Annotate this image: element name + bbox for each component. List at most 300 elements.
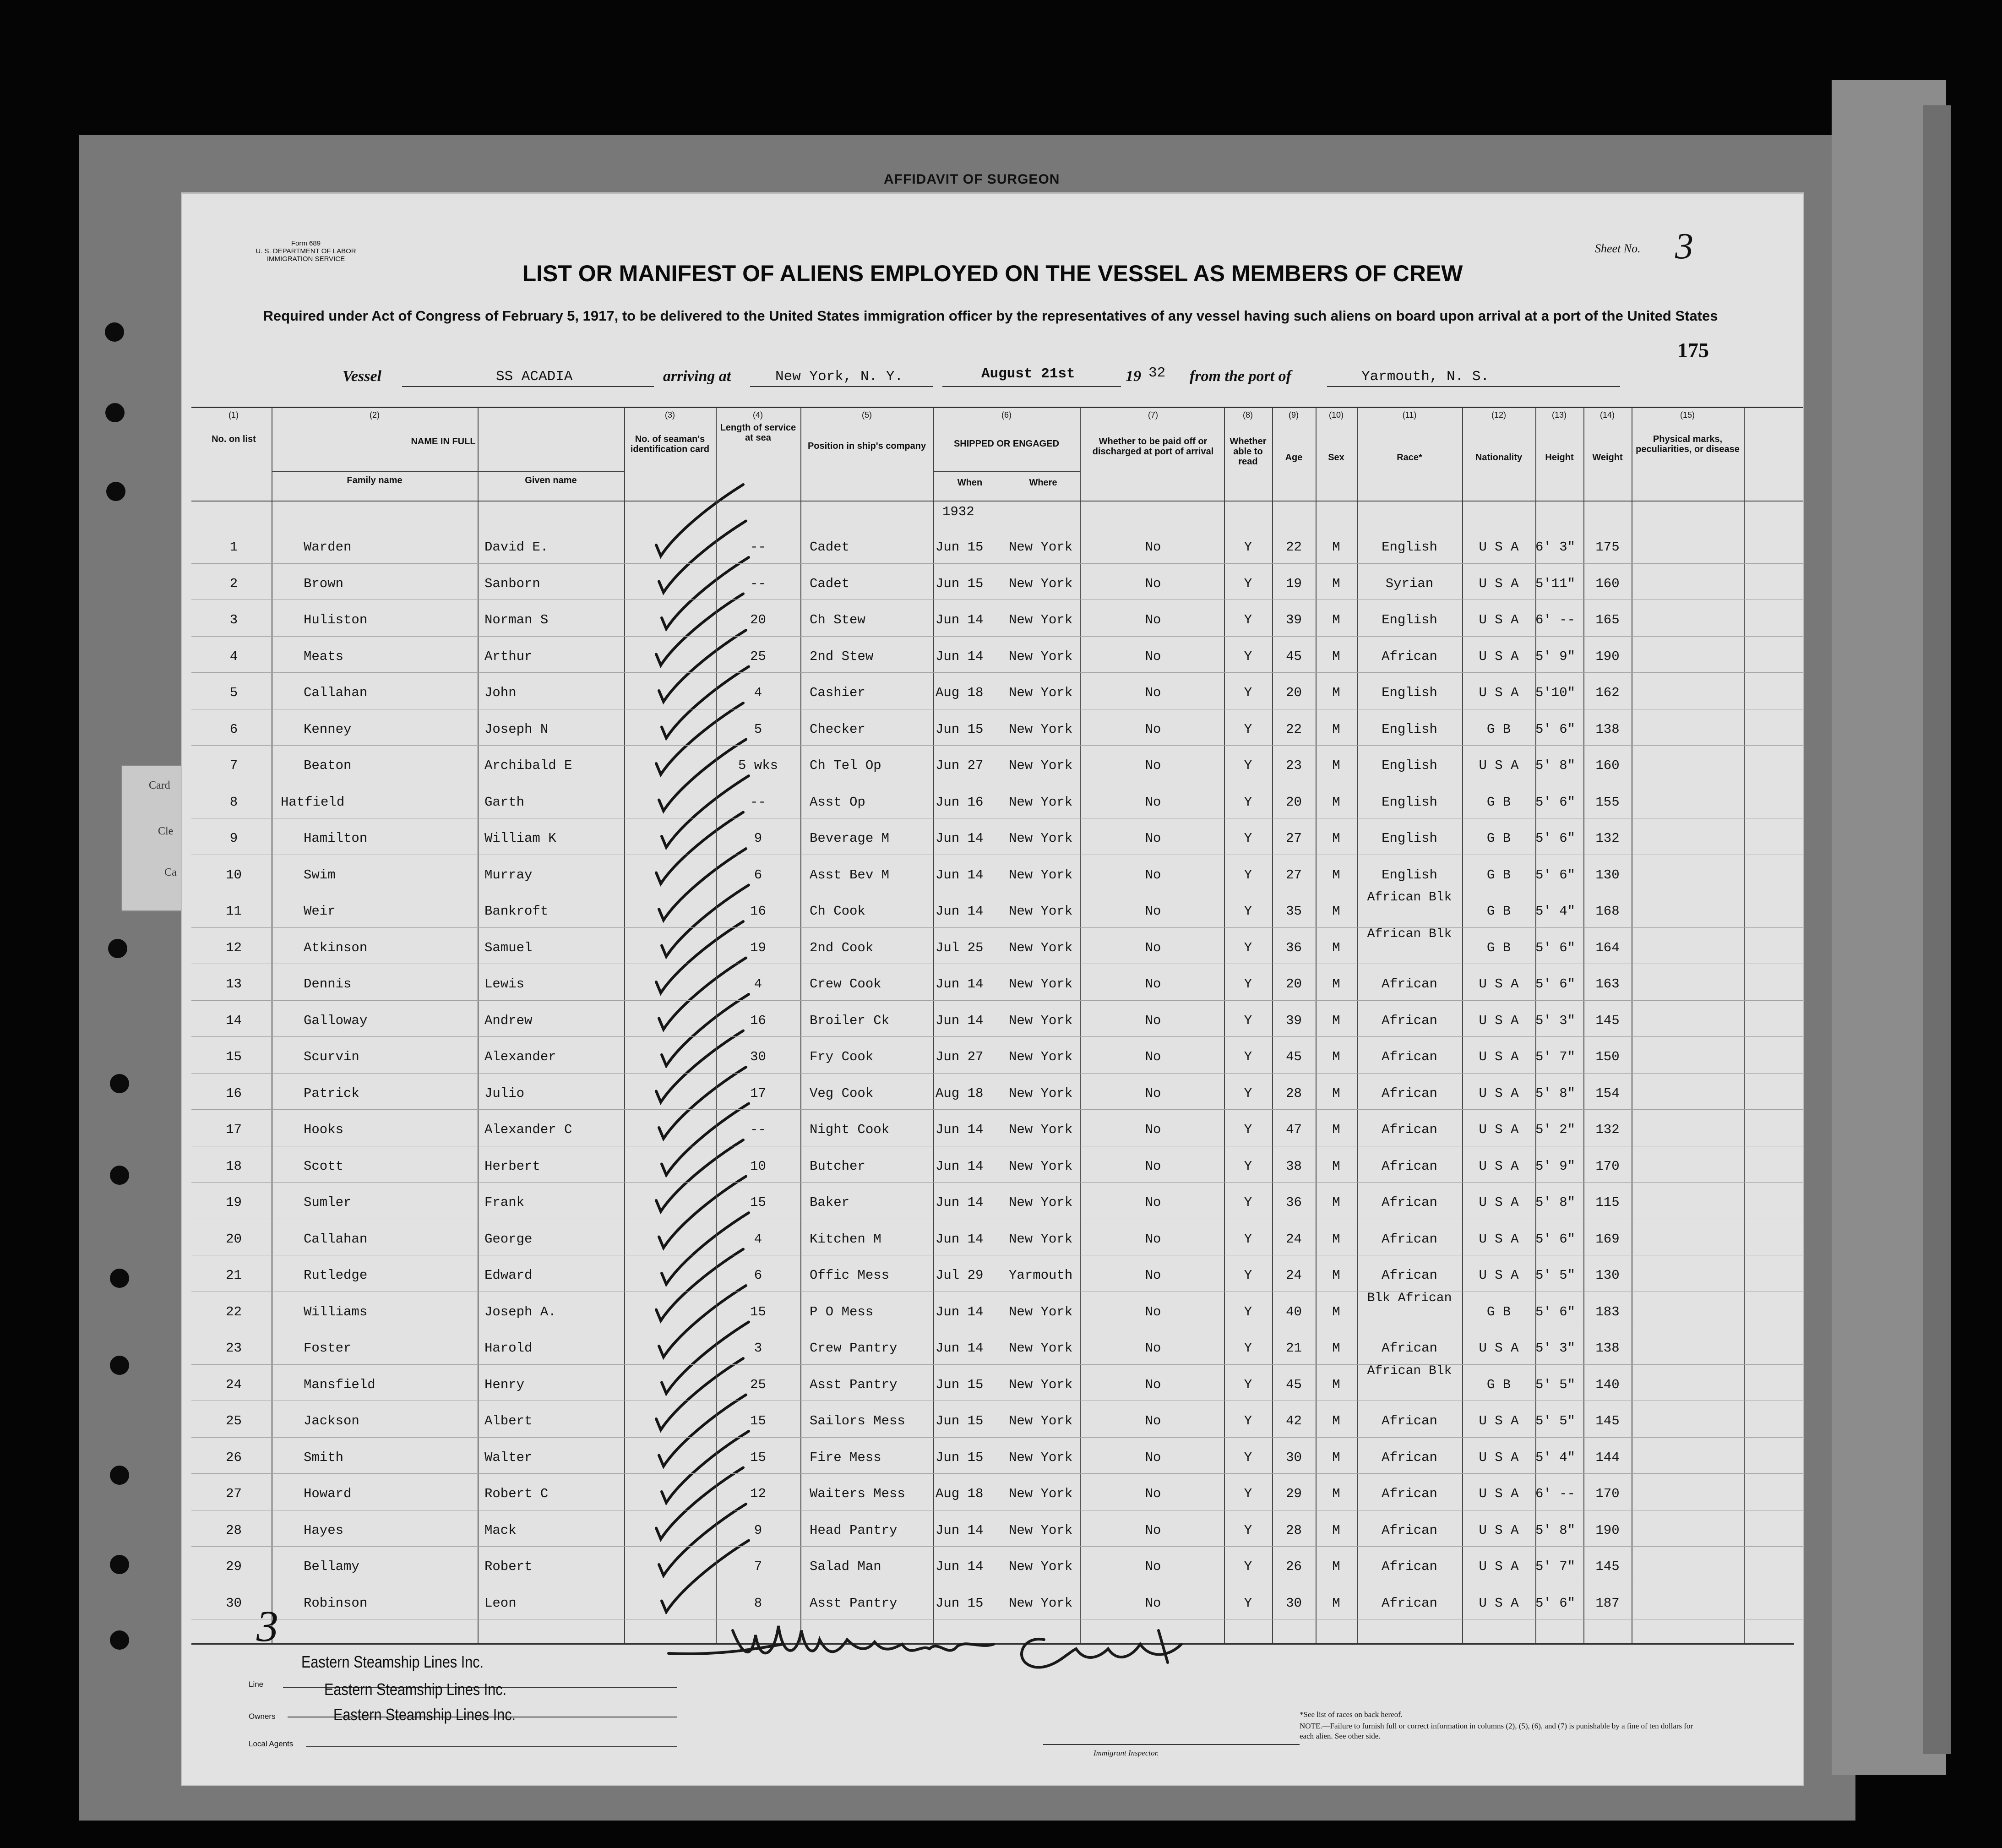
row-number: 21 xyxy=(226,1268,242,1283)
sex-cell: M xyxy=(1332,721,1340,737)
able-to-read-cell: Y xyxy=(1244,1522,1252,1538)
nationality-cell: G B xyxy=(1486,940,1511,955)
able-to-read-cell: Y xyxy=(1244,1341,1252,1356)
position-cell: Fire Mess xyxy=(810,1450,881,1465)
race-cell: African xyxy=(1382,1413,1437,1428)
service-length-cell: 3 xyxy=(754,1341,762,1356)
race-cell: African xyxy=(1382,1195,1437,1210)
column-number: (11) xyxy=(1402,410,1417,420)
race-cell: English xyxy=(1382,758,1437,773)
nationality-cell: U S A xyxy=(1479,1013,1519,1028)
paid-off-cell: No xyxy=(1145,1158,1161,1174)
weight-cell: 145 xyxy=(1595,1559,1620,1574)
paid-off-cell: No xyxy=(1145,612,1161,627)
row-rule xyxy=(191,1473,1803,1474)
paid-off-cell: No xyxy=(1145,1231,1161,1247)
penalty-note: NOTE.—Failure to furnish full or correct information in columns (2), (5), (6), and (7) is punishable by a fine of ten dollars for each alien. See other side. xyxy=(1300,1722,1693,1740)
sex-cell: M xyxy=(1332,1049,1340,1064)
age-cell: 24 xyxy=(1286,1231,1302,1247)
service-length-cell: 15 xyxy=(750,1413,766,1428)
agents-underline xyxy=(306,1746,677,1747)
able-to-read-cell: Y xyxy=(1244,831,1252,846)
paid-off-cell: No xyxy=(1145,867,1161,883)
age-cell: 45 xyxy=(1286,649,1302,664)
column-number: (14) xyxy=(1599,410,1615,420)
sex-cell: M xyxy=(1332,649,1340,664)
sex-cell: M xyxy=(1332,1559,1340,1574)
given-name-cell: Herbert xyxy=(484,1158,540,1174)
able-to-read-cell: Y xyxy=(1244,685,1252,700)
header-family-name: Family name xyxy=(347,475,403,485)
paid-off-cell: No xyxy=(1145,1413,1161,1428)
paid-off-cell: No xyxy=(1145,721,1161,737)
able-to-read-cell: Y xyxy=(1244,1268,1252,1283)
height-cell: 5' 7" xyxy=(1535,1049,1576,1064)
sex-cell: M xyxy=(1332,867,1340,883)
header-height: Height xyxy=(1545,452,1574,463)
sex-cell: M xyxy=(1332,1195,1340,1210)
family-name-cell: Meats xyxy=(304,649,344,664)
weight-cell: 168 xyxy=(1595,904,1620,919)
given-name-cell: Samuel xyxy=(484,940,533,955)
column-rule xyxy=(933,407,934,1643)
nationality-cell: G B xyxy=(1486,904,1511,919)
sex-cell: M xyxy=(1332,1158,1340,1174)
header-name-in-full: NAME IN FULL xyxy=(411,436,476,447)
shipped-where-cell: New York xyxy=(1009,1013,1073,1028)
binder-hole xyxy=(110,1166,129,1185)
column-number: (5) xyxy=(862,410,872,420)
weight-cell: 130 xyxy=(1595,867,1620,883)
service-length-cell: 12 xyxy=(750,1486,766,1501)
able-to-read-cell: Y xyxy=(1244,1158,1252,1174)
service-length-cell: 20 xyxy=(750,612,766,627)
race-cell: English xyxy=(1382,685,1437,700)
given-name-cell: Edward xyxy=(484,1268,533,1283)
given-name-cell: Andrew xyxy=(484,1013,533,1028)
year-suffix: 32 xyxy=(1148,365,1166,381)
weight-cell: 154 xyxy=(1595,1085,1620,1101)
family-name-cell: Galloway xyxy=(304,1013,368,1028)
age-cell: 22 xyxy=(1286,540,1302,555)
shipped-where-cell: New York xyxy=(1009,1341,1073,1356)
backing-sheet-edge-shadow xyxy=(1923,105,1951,1754)
family-name-cell: Jackson xyxy=(304,1413,359,1428)
age-cell: 40 xyxy=(1286,1304,1302,1319)
height-cell: 6' 3" xyxy=(1535,540,1576,555)
shipped-where-cell: New York xyxy=(1009,976,1073,992)
row-rule xyxy=(191,1364,1803,1365)
header-paid-off: Whether to be paid off or discharged at port of arrival xyxy=(1092,436,1214,457)
position-cell: Asst Pantry xyxy=(810,1595,898,1611)
height-cell: 5' 2" xyxy=(1535,1122,1576,1137)
family-name-cell: Bellamy xyxy=(304,1559,359,1574)
family-name-cell: Atkinson xyxy=(304,940,368,955)
shipped-where-cell: New York xyxy=(1009,685,1073,700)
stub-text: Cle xyxy=(158,825,174,837)
family-name-cell: Scott xyxy=(304,1158,344,1174)
age-cell: 26 xyxy=(1286,1559,1302,1574)
immigrant-inspector-label: Immigrant Inspector. xyxy=(1093,1749,1159,1757)
height-cell: 5' 4" xyxy=(1535,1450,1576,1465)
row-number: 5 xyxy=(229,685,238,700)
position-cell: Cashier xyxy=(810,685,865,700)
service-name: IMMIGRATION SERVICE xyxy=(267,255,345,263)
position-cell: 2nd Cook xyxy=(810,940,874,955)
paid-off-cell: No xyxy=(1145,1595,1161,1611)
sex-cell: M xyxy=(1332,1304,1340,1319)
row-number: 10 xyxy=(226,867,242,883)
shipped-when-cell: Jun 14 xyxy=(936,649,984,664)
height-cell: 5' 6" xyxy=(1535,867,1576,883)
able-to-read-cell: Y xyxy=(1244,1450,1252,1465)
position-cell: Asst Op xyxy=(810,794,865,810)
nationality-cell: U S A xyxy=(1479,976,1519,992)
shipped-when-cell: Aug 18 xyxy=(936,1486,984,1501)
year-prefix: 19 xyxy=(1126,368,1141,385)
age-cell: 23 xyxy=(1286,758,1302,773)
column-rule xyxy=(1080,407,1081,1643)
header-given-name: Given name xyxy=(525,475,577,485)
sex-cell: M xyxy=(1332,1595,1340,1611)
column-number: (7) xyxy=(1148,410,1158,420)
able-to-read-cell: Y xyxy=(1244,794,1252,810)
row-number: 13 xyxy=(226,976,242,992)
height-cell: 5' 8" xyxy=(1535,758,1576,773)
age-cell: 27 xyxy=(1286,831,1302,846)
service-length-cell: 4 xyxy=(754,976,762,992)
service-length-cell: -- xyxy=(750,540,766,555)
shipped-where-cell: New York xyxy=(1009,1450,1073,1465)
shipped-when-cell: Jun 14 xyxy=(936,1304,984,1319)
header-shipped-when: When xyxy=(957,478,983,488)
column-rule xyxy=(478,407,479,1643)
shipped-when-cell: Jun 15 xyxy=(936,540,984,555)
sex-cell: M xyxy=(1332,758,1340,773)
position-cell: Fry Cook xyxy=(810,1049,874,1064)
height-cell: 5' 4" xyxy=(1535,904,1576,919)
name-subheader-rule xyxy=(272,471,624,472)
agents-label: Local Agents xyxy=(249,1739,294,1748)
position-cell: Asst Bev M xyxy=(810,867,890,883)
binder-hole xyxy=(110,1356,129,1375)
service-length-cell: 6 xyxy=(754,1268,762,1283)
binder-hole xyxy=(110,1269,129,1288)
manifest-subtitle: Required under Act of Congress of February 5, 1917, to be delivered to the United States immigration officer by the representatives of any vessel having such aliens on board upon arrival at a port of the United States xyxy=(263,308,1718,324)
weight-cell: 138 xyxy=(1595,721,1620,737)
race-cell: African xyxy=(1382,976,1437,992)
height-cell: 5' 6" xyxy=(1535,1304,1576,1319)
nationality-cell: U S A xyxy=(1479,1486,1519,1501)
family-name-cell: Kenney xyxy=(304,721,352,737)
able-to-read-cell: Y xyxy=(1244,940,1252,955)
header-sex: Sex xyxy=(1328,452,1344,463)
header-shipped-or-engaged: SHIPPED OR ENGAGED xyxy=(953,439,1060,449)
shipped-where-cell: New York xyxy=(1009,1195,1073,1210)
manifest-sheet xyxy=(181,192,1804,1786)
family-name-cell: Robinson xyxy=(304,1595,368,1611)
weight-cell: 162 xyxy=(1595,685,1620,700)
shipped-where-cell: New York xyxy=(1009,867,1073,883)
header-race: Race* xyxy=(1397,452,1422,463)
date-underline xyxy=(942,386,1121,387)
row-number: 1 xyxy=(229,540,238,555)
position-cell: Salad Man xyxy=(810,1559,881,1574)
service-length-cell: -- xyxy=(750,1122,766,1137)
paid-off-cell: No xyxy=(1145,540,1161,555)
race-cell: African xyxy=(1382,1231,1437,1247)
position-cell: P O Mess xyxy=(810,1304,874,1319)
family-name-cell: Callahan xyxy=(304,1231,368,1247)
nationality-cell: G B xyxy=(1486,867,1511,883)
header-physical-marks: Physical marks, peculiarities, or disease xyxy=(1636,434,1740,454)
position-cell: Night Cook xyxy=(810,1122,890,1137)
nationality-cell: U S A xyxy=(1479,649,1519,664)
sex-cell: M xyxy=(1332,1341,1340,1356)
departure-port: Yarmouth, N. S. xyxy=(1361,369,1490,385)
service-length-cell: -- xyxy=(750,576,766,591)
able-to-read-cell: Y xyxy=(1244,976,1252,992)
position-cell: Beverage M xyxy=(810,831,890,846)
weight-cell: 150 xyxy=(1595,1049,1620,1064)
header-nationality: Nationality xyxy=(1475,452,1523,463)
nationality-cell: U S A xyxy=(1479,1522,1519,1538)
sex-cell: M xyxy=(1332,1377,1340,1392)
from-port-label: from the port of xyxy=(1190,368,1291,385)
column-number: (2) xyxy=(370,410,380,420)
race-cell: Blk African xyxy=(1367,1291,1452,1305)
nationality-cell: U S A xyxy=(1479,1122,1519,1137)
column-number: (13) xyxy=(1551,410,1567,420)
height-cell: 5' 8" xyxy=(1535,1522,1576,1538)
age-cell: 20 xyxy=(1286,976,1302,992)
race-cell: Syrian xyxy=(1385,576,1434,591)
shipped-when-cell: Jul 29 xyxy=(936,1268,984,1283)
paid-off-cell: No xyxy=(1145,1085,1161,1101)
height-cell: 5' 3" xyxy=(1535,1013,1576,1028)
header-bottom-rule xyxy=(191,501,1803,502)
height-cell: 5' 6" xyxy=(1535,1231,1576,1247)
paid-off-cell: No xyxy=(1145,1268,1161,1283)
department-name: U. S. DEPARTMENT OF LABOR xyxy=(256,247,356,255)
arriving-label: arriving at xyxy=(663,368,731,385)
header-position: Position in ship's company xyxy=(807,441,926,451)
weight-cell: 140 xyxy=(1595,1377,1620,1392)
weight-cell: 132 xyxy=(1595,1122,1620,1137)
vessel-line xyxy=(182,365,1803,395)
handwritten-total: 3 xyxy=(256,1602,278,1651)
age-cell: 47 xyxy=(1286,1122,1302,1137)
row-number: 22 xyxy=(226,1304,242,1319)
row-number: 30 xyxy=(226,1595,242,1611)
shipped-where-cell: New York xyxy=(1009,576,1073,591)
nationality-cell: G B xyxy=(1486,1377,1511,1392)
nationality-cell: U S A xyxy=(1479,1195,1519,1210)
given-name-cell: William K xyxy=(484,831,556,846)
shipped-where-cell: New York xyxy=(1009,612,1073,627)
position-cell: Sailors Mess xyxy=(810,1413,905,1428)
column-number: (8) xyxy=(1243,410,1253,420)
able-to-read-cell: Y xyxy=(1244,1377,1252,1392)
given-name-cell: Frank xyxy=(484,1195,525,1210)
race-cell: English xyxy=(1382,867,1437,883)
family-name-cell: Beaton xyxy=(304,758,352,773)
shipped-when-cell: Jun 15 xyxy=(936,1595,984,1611)
nationality-cell: U S A xyxy=(1479,1085,1519,1101)
weight-cell: 190 xyxy=(1595,649,1620,664)
service-length-cell: 30 xyxy=(750,1049,766,1064)
weight-cell: 187 xyxy=(1595,1595,1620,1611)
agents-company: Eastern Steamship Lines Inc. xyxy=(333,1705,516,1724)
age-cell: 28 xyxy=(1286,1085,1302,1101)
shipped-when-cell: Jun 14 xyxy=(936,831,984,846)
service-length-cell: 5 wks xyxy=(738,758,778,773)
able-to-read-cell: Y xyxy=(1244,1595,1252,1611)
shipped-when-cell: Jun 14 xyxy=(936,1231,984,1247)
nationality-cell: U S A xyxy=(1479,1341,1519,1356)
sex-cell: M xyxy=(1332,1122,1340,1137)
paid-off-cell: No xyxy=(1145,1559,1161,1574)
service-length-cell: 25 xyxy=(750,1377,766,1392)
column-number: (1) xyxy=(228,410,239,420)
nationality-cell: U S A xyxy=(1479,1595,1519,1611)
shipped-where-cell: New York xyxy=(1009,1522,1073,1538)
weight-cell: 175 xyxy=(1595,540,1620,555)
sex-cell: M xyxy=(1332,976,1340,992)
row-number: 14 xyxy=(226,1013,242,1028)
sex-cell: M xyxy=(1332,1268,1340,1283)
family-name-cell: Weir xyxy=(304,904,336,919)
race-cell: African Blk xyxy=(1367,890,1452,905)
row-rule xyxy=(191,927,1803,928)
row-number: 17 xyxy=(226,1122,242,1137)
shipped-where-cell: New York xyxy=(1009,904,1073,919)
row-number: 27 xyxy=(226,1486,242,1501)
race-cell: African xyxy=(1382,1085,1437,1101)
column-number: (12) xyxy=(1491,410,1506,420)
sheet-number: 3 xyxy=(1675,226,1693,267)
sex-cell: M xyxy=(1332,685,1340,700)
shipped-when-cell: Aug 18 xyxy=(936,1085,984,1101)
able-to-read-cell: Y xyxy=(1244,904,1252,919)
height-cell: 5' 7" xyxy=(1535,1559,1576,1574)
row-number: 18 xyxy=(226,1158,242,1174)
row-number: 4 xyxy=(229,649,238,664)
header-age: Age xyxy=(1285,452,1303,463)
position-cell: Ch Stew xyxy=(810,612,865,627)
paid-off-cell: No xyxy=(1145,1486,1161,1501)
age-cell: 21 xyxy=(1286,1341,1302,1356)
sex-cell: M xyxy=(1332,1085,1340,1101)
sex-cell: M xyxy=(1332,831,1340,846)
height-cell: 5' 8" xyxy=(1535,1195,1576,1210)
nationality-cell: U S A xyxy=(1479,540,1519,555)
given-name-cell: David E. xyxy=(484,540,549,555)
family-name-cell: Patrick xyxy=(304,1085,359,1101)
row-rule xyxy=(191,1546,1803,1547)
races-note: *See list of races on back hereof. xyxy=(1300,1710,1403,1719)
page-stamp-number: 175 xyxy=(1677,338,1709,362)
height-cell: 5' 5" xyxy=(1535,1377,1576,1392)
weight-cell: 160 xyxy=(1595,576,1620,591)
weight-cell: 170 xyxy=(1595,1158,1620,1174)
race-cell: African xyxy=(1382,1450,1437,1465)
age-cell: 45 xyxy=(1286,1049,1302,1064)
nationality-cell: U S A xyxy=(1479,1450,1519,1465)
stub-text: Ca xyxy=(164,867,177,878)
position-cell: Ch Tel Op xyxy=(810,758,881,773)
sex-cell: M xyxy=(1332,940,1340,955)
manifest-title: LIST OR MANIFEST OF ALIENS EMPLOYED ON THE VESSEL AS MEMBERS OF CREW xyxy=(522,261,1463,286)
service-length-cell: 9 xyxy=(754,1522,762,1538)
position-cell: Waiters Mess xyxy=(810,1486,905,1501)
row-number: 9 xyxy=(229,831,238,846)
row-number: 25 xyxy=(226,1413,242,1428)
service-length-cell: 8 xyxy=(754,1595,762,1611)
shipped-when-cell: Jun 14 xyxy=(936,1522,984,1538)
form-number: Form 689 xyxy=(291,240,321,247)
shipped-where-cell: New York xyxy=(1009,794,1073,810)
given-name-cell: Joseph A. xyxy=(484,1304,556,1319)
height-cell: 5' 6" xyxy=(1535,794,1576,810)
row-rule xyxy=(191,745,1803,746)
given-name-cell: Alexander C xyxy=(484,1122,572,1137)
given-name-cell: Alexander xyxy=(484,1049,556,1064)
age-cell: 36 xyxy=(1286,1195,1302,1210)
binder-hole xyxy=(110,1466,129,1485)
family-name-cell: Williams xyxy=(304,1304,368,1319)
paid-off-cell: No xyxy=(1145,1341,1161,1356)
able-to-read-cell: Y xyxy=(1244,1559,1252,1574)
position-cell: Offic Mess xyxy=(810,1268,890,1283)
binder-hole xyxy=(110,1555,129,1574)
position-cell: Asst Pantry xyxy=(810,1377,898,1392)
race-cell: African Blk xyxy=(1367,927,1452,941)
column-number: (15) xyxy=(1680,410,1695,420)
paid-off-cell: No xyxy=(1145,685,1161,700)
race-cell: African xyxy=(1382,1522,1437,1538)
header-id-card: No. of seaman's identification card xyxy=(630,434,710,454)
sex-cell: M xyxy=(1332,1013,1340,1028)
shipped-when-cell: Jun 16 xyxy=(936,794,984,810)
sex-cell: M xyxy=(1332,576,1340,591)
race-cell: African Blk xyxy=(1367,1363,1452,1378)
row-rule xyxy=(191,563,1803,564)
row-number: 23 xyxy=(226,1341,242,1356)
shipped-when-cell: Jun 14 xyxy=(936,867,984,883)
shipped-where-cell: New York xyxy=(1009,1158,1073,1174)
age-cell: 36 xyxy=(1286,940,1302,955)
header-top-rule xyxy=(191,407,1803,408)
nationality-cell: G B xyxy=(1486,794,1511,810)
able-to-read-cell: Y xyxy=(1244,1085,1252,1101)
able-to-read-cell: Y xyxy=(1244,721,1252,737)
column-number: (3) xyxy=(665,410,675,420)
position-cell: Checker xyxy=(810,721,865,737)
age-cell: 24 xyxy=(1286,1268,1302,1283)
inspector-underline xyxy=(1043,1744,1300,1745)
shipped-when-cell: Jun 27 xyxy=(936,758,984,773)
family-name-cell: Callahan xyxy=(304,685,368,700)
weight-cell: 163 xyxy=(1595,976,1620,992)
row-rule xyxy=(191,1109,1803,1110)
shipped-where-cell: New York xyxy=(1009,1085,1073,1101)
given-name-cell: George xyxy=(484,1231,533,1247)
shipped-when-cell: Jun 15 xyxy=(936,1413,984,1428)
paid-off-cell: No xyxy=(1145,1377,1161,1392)
service-length-cell: 19 xyxy=(750,940,766,955)
given-name-cell: Henry xyxy=(484,1377,525,1392)
